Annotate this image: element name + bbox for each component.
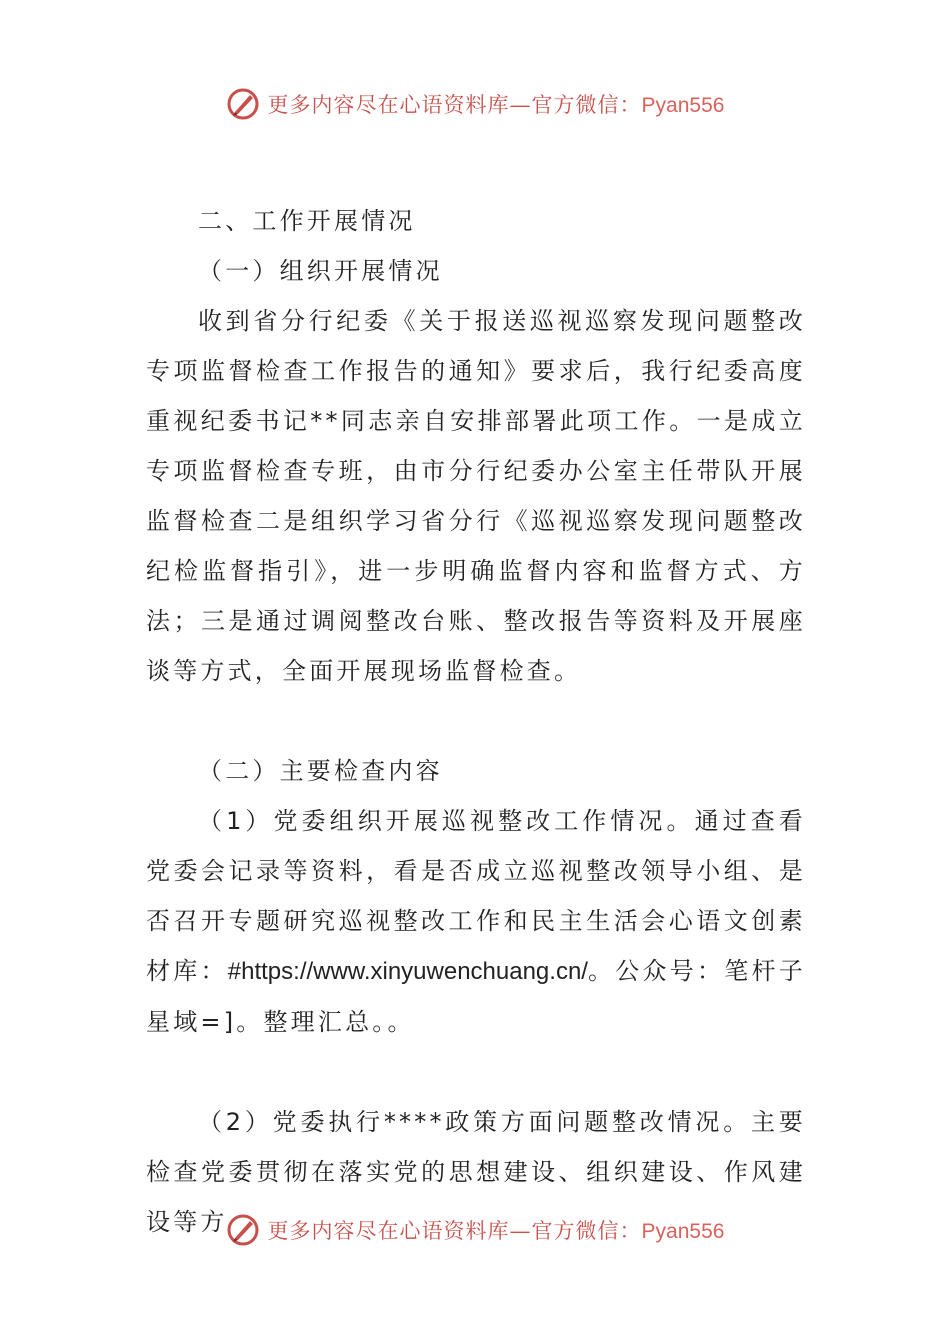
header-watermark (0, 84, 950, 124)
document-body (146, 196, 806, 1247)
watermark-text (268, 1215, 725, 1245)
paragraph-item-1 (146, 796, 806, 1047)
subsection-heading-2: （二）主要检查内容 (198, 757, 443, 785)
watermark-label: 更多内容尽在心语资料库—官方微信： (267, 93, 642, 117)
item-1-url: #https://www.xinyuwenchuang.cn/ (227, 958, 588, 985)
pen-logo-icon (226, 87, 260, 121)
watermark-wechat-id: Pyan556 (641, 1220, 725, 1243)
subsection-heading-1: （一）组织开展情况 (198, 257, 443, 285)
footer-watermark (0, 1210, 950, 1250)
paragraph-item-2: （2）党委执行****政策方面问题整改情况。主要检查党委贯彻在落实党的思想建设、组织建设、作风建设等方 (146, 1108, 806, 1236)
watermark-wechat-id: Pyan556 (641, 94, 725, 117)
paragraph-organization: 收到省分行纪委《关于报送巡视巡察发现问题整改专项监督检查工作报告的通知》要求后，我行纪委高度重视纪委书记**同志亲自安排部署此项工作。一是成立专项监督检查专班，由市分行纪委办公室主任带队开展监督检查二是组织学习省分行《巡视巡察发现问题整改纪检监督指引》，进一步明确监督内容和监督方式、方法；三是通过调阅整改台账、整改报告等资料及开展座谈等方式，全面开展现场监督检查。 (146, 307, 806, 685)
watermark-label: 更多内容尽在心语资料库—官方微信： (267, 1219, 642, 1243)
section-heading: 二、工作开展情况 (198, 207, 416, 235)
pen-logo-icon (226, 1213, 260, 1247)
watermark-text (268, 89, 725, 119)
item-1-text: （1）党委组织开展巡视整改工作情况。通过查看党委会记录等资料，看是否成立巡视整改领导小组、是否召开专题研究巡视整改工作和民主生活会心语文创素材库： (146, 807, 806, 985)
item-1-tail: 。公众号：笔杆子星域=]。整理汇总。。 (146, 957, 806, 1036)
